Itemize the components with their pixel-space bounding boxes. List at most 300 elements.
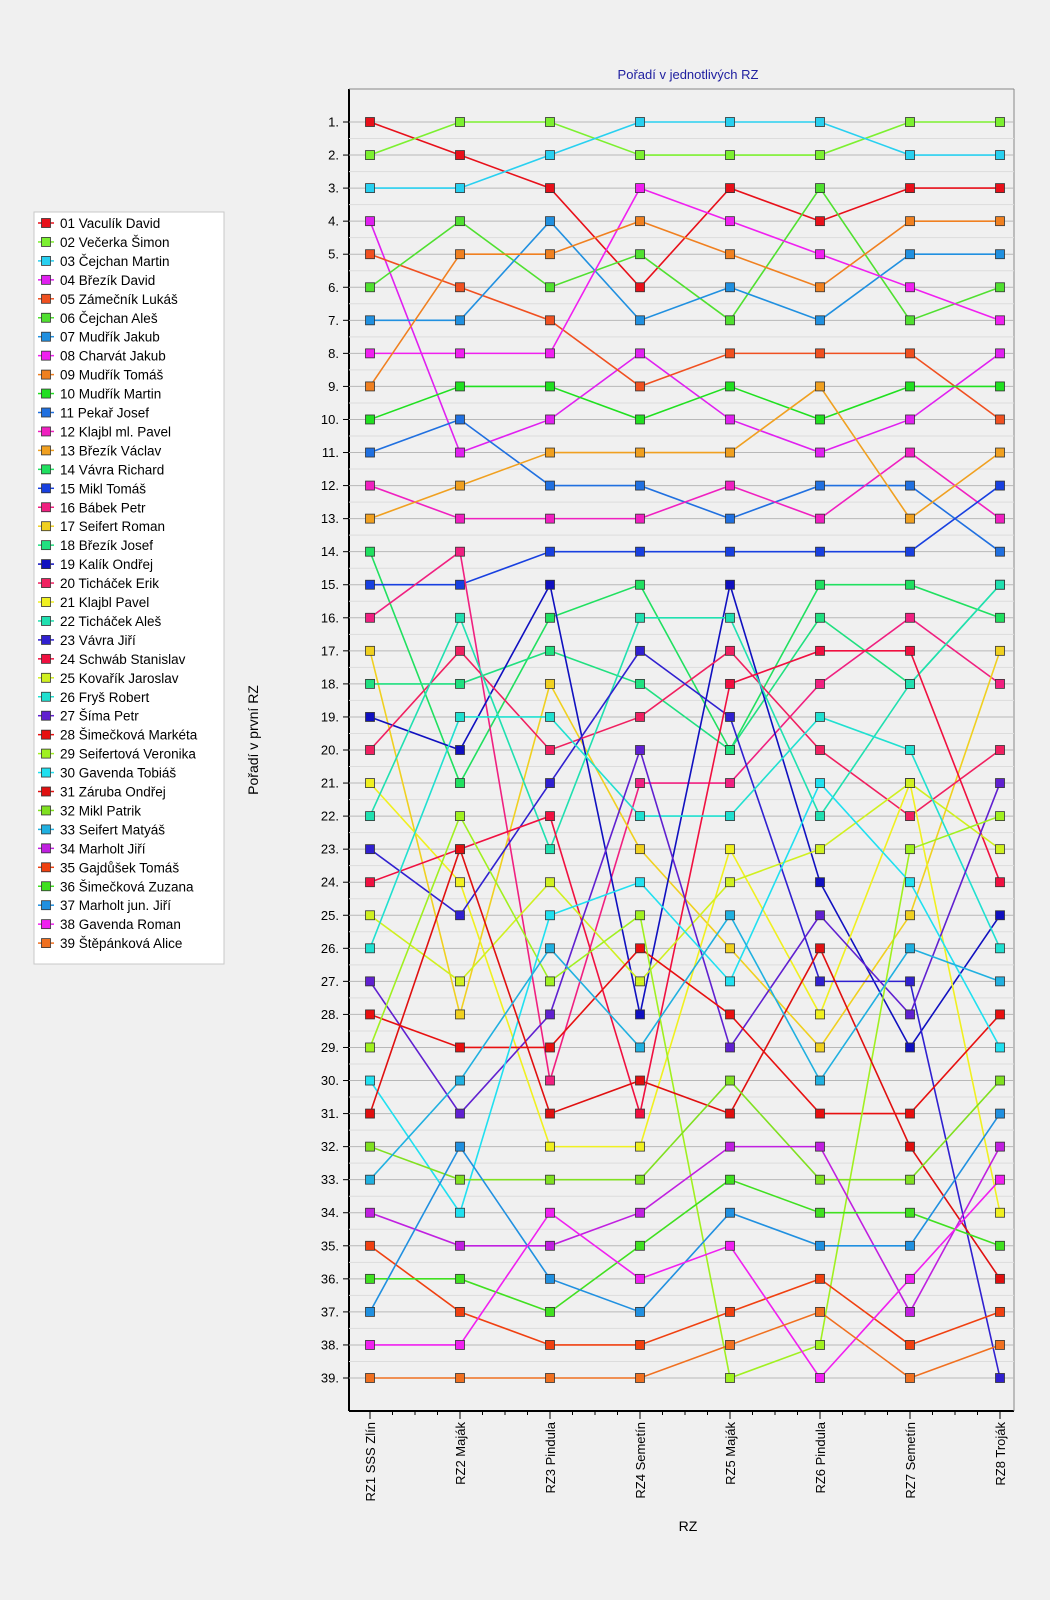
data-point — [546, 613, 555, 622]
data-point — [816, 812, 825, 821]
data-point — [546, 812, 555, 821]
legend-label: 04 Březík David — [60, 272, 156, 288]
legend-label: 13 Březík Václav — [60, 443, 162, 459]
data-point — [906, 646, 915, 655]
data-point — [816, 481, 825, 490]
data-point — [726, 481, 735, 490]
data-point — [816, 944, 825, 953]
data-point — [996, 283, 1005, 292]
data-point — [996, 1208, 1005, 1217]
x-tick-label: RZ4 Semetín — [633, 1422, 648, 1499]
data-point — [906, 1109, 915, 1118]
data-point — [546, 845, 555, 854]
data-point — [366, 250, 375, 259]
data-point — [816, 1274, 825, 1283]
x-tick-label: RZ7 Semetín — [903, 1422, 918, 1499]
data-point — [816, 746, 825, 755]
legend-label: 24 Schwáb Stanislav — [60, 651, 186, 667]
legend-label: 35 Gajdůšek Tomáš — [60, 860, 180, 876]
data-point — [456, 1010, 465, 1019]
legend-label: 11 Pekař Josef — [60, 405, 150, 421]
y-tick-label: 32. — [320, 1139, 339, 1155]
data-point — [366, 1076, 375, 1085]
data-point — [996, 1241, 1005, 1250]
data-point — [726, 679, 735, 688]
y-tick-label: 23. — [320, 841, 339, 857]
data-point — [906, 812, 915, 821]
data-point — [906, 481, 915, 490]
legend-marker — [42, 920, 51, 929]
data-point — [906, 1175, 915, 1184]
data-point — [456, 712, 465, 721]
legend-label: 37 Marholt jun. Jiří — [60, 898, 172, 914]
data-point — [636, 845, 645, 854]
data-point — [816, 679, 825, 688]
legend-marker — [42, 749, 51, 758]
data-point — [996, 547, 1005, 556]
data-point — [816, 1043, 825, 1052]
legend-label: 27 Šíma Petr — [60, 708, 139, 724]
data-point — [816, 580, 825, 589]
legend-label: 02 Večerka Šimon — [60, 234, 170, 250]
data-point — [636, 812, 645, 821]
data-point — [456, 911, 465, 920]
data-point — [996, 151, 1005, 160]
data-point — [636, 712, 645, 721]
data-point — [546, 481, 555, 490]
data-point — [816, 1175, 825, 1184]
y-tick-label: 31. — [320, 1106, 339, 1122]
y-tick-label: 25. — [320, 907, 339, 923]
data-point — [366, 977, 375, 986]
data-point — [906, 679, 915, 688]
legend-marker — [42, 863, 51, 872]
legend-marker — [42, 787, 51, 796]
legend-label: 08 Charvát Jakub — [60, 348, 166, 364]
y-tick-label: 3. — [328, 180, 339, 196]
legend-marker — [42, 806, 51, 815]
data-point — [636, 1076, 645, 1085]
legend-label: 18 Březík Josef — [60, 538, 154, 554]
legend-item — [38, 936, 182, 951]
data-point — [726, 382, 735, 391]
data-point — [366, 613, 375, 622]
x-tick-label: RZ2 Maják — [453, 1422, 468, 1485]
legend-marker — [42, 616, 51, 625]
legend-label: 28 Šimečková Markéta — [60, 727, 198, 743]
data-point — [906, 217, 915, 226]
y-tick-label: 16. — [320, 610, 339, 626]
data-point — [546, 547, 555, 556]
data-point — [726, 1241, 735, 1250]
data-point — [636, 217, 645, 226]
data-point — [366, 646, 375, 655]
data-point — [366, 1274, 375, 1283]
data-point — [906, 382, 915, 391]
data-point — [996, 250, 1005, 259]
data-point — [456, 1043, 465, 1052]
data-point — [366, 712, 375, 721]
data-point — [726, 1043, 735, 1052]
y-tick-label: 38. — [320, 1337, 339, 1353]
y-tick-label: 12. — [320, 478, 339, 494]
data-point — [636, 250, 645, 259]
data-point — [726, 812, 735, 821]
legend-marker — [42, 673, 51, 682]
legend-label: 14 Vávra Richard — [60, 462, 165, 478]
legend-marker — [42, 635, 51, 644]
data-point — [456, 878, 465, 887]
data-point — [906, 911, 915, 920]
legend-label: 39 Štěpánková Alice — [60, 936, 183, 952]
data-point — [996, 1307, 1005, 1316]
data-point — [636, 349, 645, 358]
data-point — [366, 1241, 375, 1250]
data-point — [906, 580, 915, 589]
data-point — [366, 679, 375, 688]
data-point — [816, 184, 825, 193]
data-point — [546, 514, 555, 523]
data-point — [816, 448, 825, 457]
data-point — [546, 779, 555, 788]
legend-marker — [42, 332, 51, 341]
data-point — [636, 118, 645, 127]
data-point — [366, 514, 375, 523]
legend-marker — [42, 882, 51, 891]
data-point — [906, 151, 915, 160]
x-tick-label: RZ1 SSS Zlín — [363, 1422, 378, 1502]
data-point — [906, 779, 915, 788]
legend-label: 38 Gavenda Roman — [60, 917, 181, 933]
data-point — [906, 845, 915, 854]
y-tick-label: 24. — [320, 874, 339, 890]
data-point — [456, 547, 465, 556]
legend-label: 23 Vávra Jiří — [60, 632, 136, 648]
data-point — [816, 712, 825, 721]
data-point — [366, 746, 375, 755]
legend-marker — [42, 370, 51, 379]
data-point — [456, 448, 465, 457]
data-point — [816, 845, 825, 854]
data-point — [816, 415, 825, 424]
data-point — [996, 217, 1005, 226]
data-point — [546, 1374, 555, 1383]
y-tick-labels — [321, 115, 349, 1386]
data-point — [726, 911, 735, 920]
legend-label: 19 Kalík Ondřej — [60, 557, 154, 573]
data-point — [546, 349, 555, 358]
data-point — [996, 184, 1005, 193]
data-point — [636, 1142, 645, 1151]
data-point — [546, 977, 555, 986]
y-tick-label: 30. — [320, 1073, 339, 1089]
legend-marker — [42, 825, 51, 834]
data-point — [726, 448, 735, 457]
legend-marker — [42, 313, 51, 322]
y-tick-label: 28. — [320, 1006, 339, 1022]
data-point — [546, 580, 555, 589]
data-point — [456, 1175, 465, 1184]
data-point — [816, 283, 825, 292]
data-point — [456, 250, 465, 259]
data-point — [636, 1109, 645, 1118]
legend-label: 20 Ticháček Erik — [60, 576, 160, 592]
y-tick-label: 5. — [328, 246, 339, 262]
y-tick-label: 13. — [320, 511, 339, 527]
data-point — [366, 547, 375, 556]
data-point — [726, 1374, 735, 1383]
data-point — [366, 944, 375, 953]
x-tick-label: RZ8 Troják — [993, 1422, 1008, 1486]
data-point — [456, 481, 465, 490]
data-point — [366, 1175, 375, 1184]
data-point — [366, 878, 375, 887]
data-point — [366, 316, 375, 325]
y-tick-label: 18. — [320, 676, 339, 692]
data-point — [906, 1374, 915, 1383]
data-point — [366, 812, 375, 821]
data-point — [366, 580, 375, 589]
data-point — [996, 911, 1005, 920]
data-point — [726, 316, 735, 325]
data-point — [726, 613, 735, 622]
legend-label: 30 Gavenda Tobiáš — [60, 765, 177, 781]
legend-marker — [42, 541, 51, 550]
y-tick-label: 7. — [328, 312, 339, 328]
legend-label: 15 Mikl Tomáš — [60, 481, 147, 497]
legend-label: 25 Kovařík Jaroslav — [60, 670, 179, 686]
data-point — [546, 1307, 555, 1316]
data-point — [546, 415, 555, 424]
data-point — [816, 1109, 825, 1118]
data-point — [906, 349, 915, 358]
y-tick-label: 27. — [320, 973, 339, 989]
data-point — [726, 547, 735, 556]
data-point — [456, 382, 465, 391]
data-point — [726, 1208, 735, 1217]
data-point — [456, 779, 465, 788]
data-point — [546, 712, 555, 721]
data-point — [906, 1340, 915, 1349]
data-point — [726, 250, 735, 259]
data-point — [996, 845, 1005, 854]
y-tick-label: 22. — [320, 808, 339, 824]
data-point — [636, 415, 645, 424]
data-point — [456, 845, 465, 854]
data-point — [366, 415, 375, 424]
legend-label: 07 Mudřík Jakub — [60, 329, 160, 345]
legend-marker — [42, 465, 51, 474]
data-point — [636, 613, 645, 622]
data-point — [636, 184, 645, 193]
data-point — [636, 746, 645, 755]
data-point — [726, 977, 735, 986]
legend-label: 03 Čejchan Martin — [60, 253, 170, 269]
y-tick-label: 9. — [328, 378, 339, 394]
legend-marker — [42, 654, 51, 663]
data-point — [726, 349, 735, 358]
data-point — [816, 1241, 825, 1250]
data-point — [456, 415, 465, 424]
data-point — [546, 382, 555, 391]
data-point — [726, 944, 735, 953]
data-point — [546, 1109, 555, 1118]
data-point — [546, 746, 555, 755]
data-point — [636, 382, 645, 391]
data-point — [906, 283, 915, 292]
data-point — [366, 481, 375, 490]
data-point — [906, 1010, 915, 1019]
data-point — [636, 1010, 645, 1019]
data-point — [906, 514, 915, 523]
legend-label: 34 Marholt Jiří — [60, 841, 146, 857]
legend-label: 06 Čejchan Aleš — [60, 310, 158, 326]
data-point — [996, 316, 1005, 325]
data-point — [546, 1142, 555, 1151]
data-point — [366, 448, 375, 457]
data-point — [546, 1010, 555, 1019]
y-tick-label: 4. — [328, 213, 339, 229]
data-point — [636, 448, 645, 457]
legend-label: 31 Záruba Ondřej — [60, 784, 166, 800]
y-tick-label: 20. — [320, 742, 339, 758]
data-point — [816, 514, 825, 523]
data-point — [996, 812, 1005, 821]
data-point — [906, 547, 915, 556]
x-tick-label: RZ5 Maják — [723, 1422, 738, 1485]
legend-label: 22 Ticháček Aleš — [60, 613, 162, 629]
data-point — [546, 878, 555, 887]
legend-marker — [42, 579, 51, 588]
data-point — [906, 878, 915, 887]
data-point — [636, 1340, 645, 1349]
data-point — [996, 349, 1005, 358]
y-tick-label: 14. — [320, 544, 339, 560]
data-point — [906, 250, 915, 259]
data-point — [996, 1010, 1005, 1019]
data-point — [636, 1175, 645, 1184]
legend-label: 36 Šimečková Zuzana — [60, 879, 194, 895]
legend-marker — [42, 522, 51, 531]
data-point — [546, 151, 555, 160]
data-point — [366, 349, 375, 358]
legend-marker — [42, 256, 51, 265]
data-point — [726, 514, 735, 523]
data-point — [636, 580, 645, 589]
y-tick-label: 33. — [320, 1172, 339, 1188]
legend-item — [38, 917, 181, 932]
data-point — [816, 1307, 825, 1316]
data-point — [996, 1076, 1005, 1085]
data-point — [996, 514, 1005, 523]
data-point — [546, 283, 555, 292]
data-point — [366, 118, 375, 127]
y-tick-label: 8. — [328, 345, 339, 361]
data-point — [726, 779, 735, 788]
data-point — [816, 1142, 825, 1151]
data-point — [456, 1142, 465, 1151]
legend-label: 09 Mudřík Tomáš — [60, 367, 164, 383]
data-point — [456, 514, 465, 523]
data-point — [996, 382, 1005, 391]
x-axis-label: RZ — [678, 1518, 698, 1534]
data-point — [366, 1307, 375, 1316]
data-point — [996, 1142, 1005, 1151]
y-tick-label: 17. — [320, 643, 339, 659]
data-point — [816, 250, 825, 259]
data-point — [636, 1307, 645, 1316]
data-point — [636, 646, 645, 655]
data-point — [906, 1043, 915, 1052]
legend-marker — [42, 294, 51, 303]
data-point — [726, 118, 735, 127]
data-point — [816, 1340, 825, 1349]
y-tick-label: 2. — [328, 147, 339, 163]
data-point — [996, 118, 1005, 127]
data-point — [726, 415, 735, 424]
data-point — [816, 1076, 825, 1085]
legend-label: 10 Mudřík Martin — [60, 386, 162, 402]
data-point — [366, 1340, 375, 1349]
data-point — [636, 316, 645, 325]
data-point — [906, 1241, 915, 1250]
legend-label: 05 Zámečník Lukáš — [60, 291, 178, 307]
data-point — [906, 977, 915, 986]
legend-label: 29 Seifertová Veronika — [60, 746, 196, 762]
data-point — [546, 679, 555, 688]
data-point — [726, 217, 735, 226]
legend-label: 32 Mikl Patrik — [60, 803, 142, 819]
x-tick-label: RZ6 Pindula — [813, 1422, 828, 1494]
data-point — [996, 1274, 1005, 1283]
data-point — [366, 217, 375, 226]
data-point — [636, 878, 645, 887]
data-point — [366, 1109, 375, 1118]
data-point — [546, 646, 555, 655]
data-point — [726, 1340, 735, 1349]
data-point — [366, 382, 375, 391]
data-point — [996, 415, 1005, 424]
data-point — [816, 911, 825, 920]
data-point — [546, 1043, 555, 1052]
data-point — [456, 1109, 465, 1118]
data-point — [816, 646, 825, 655]
data-point — [906, 415, 915, 424]
data-point — [906, 316, 915, 325]
data-point — [906, 1142, 915, 1151]
data-point — [546, 1175, 555, 1184]
data-point — [456, 1241, 465, 1250]
legend-marker — [42, 711, 51, 720]
data-point — [906, 1208, 915, 1217]
data-point — [636, 1043, 645, 1052]
legend-item — [38, 860, 179, 875]
data-point — [996, 481, 1005, 490]
x-tick-labels — [363, 1411, 1008, 1501]
data-point — [366, 1142, 375, 1151]
data-point — [996, 1175, 1005, 1184]
data-point — [816, 349, 825, 358]
data-point — [456, 316, 465, 325]
data-point — [636, 514, 645, 523]
data-point — [726, 878, 735, 887]
data-point — [726, 580, 735, 589]
legend-marker — [42, 901, 51, 910]
data-point — [816, 779, 825, 788]
legend-label: 01 Vaculík David — [60, 216, 161, 231]
y-tick-label: 11. — [321, 445, 339, 461]
legend-marker — [42, 503, 51, 512]
